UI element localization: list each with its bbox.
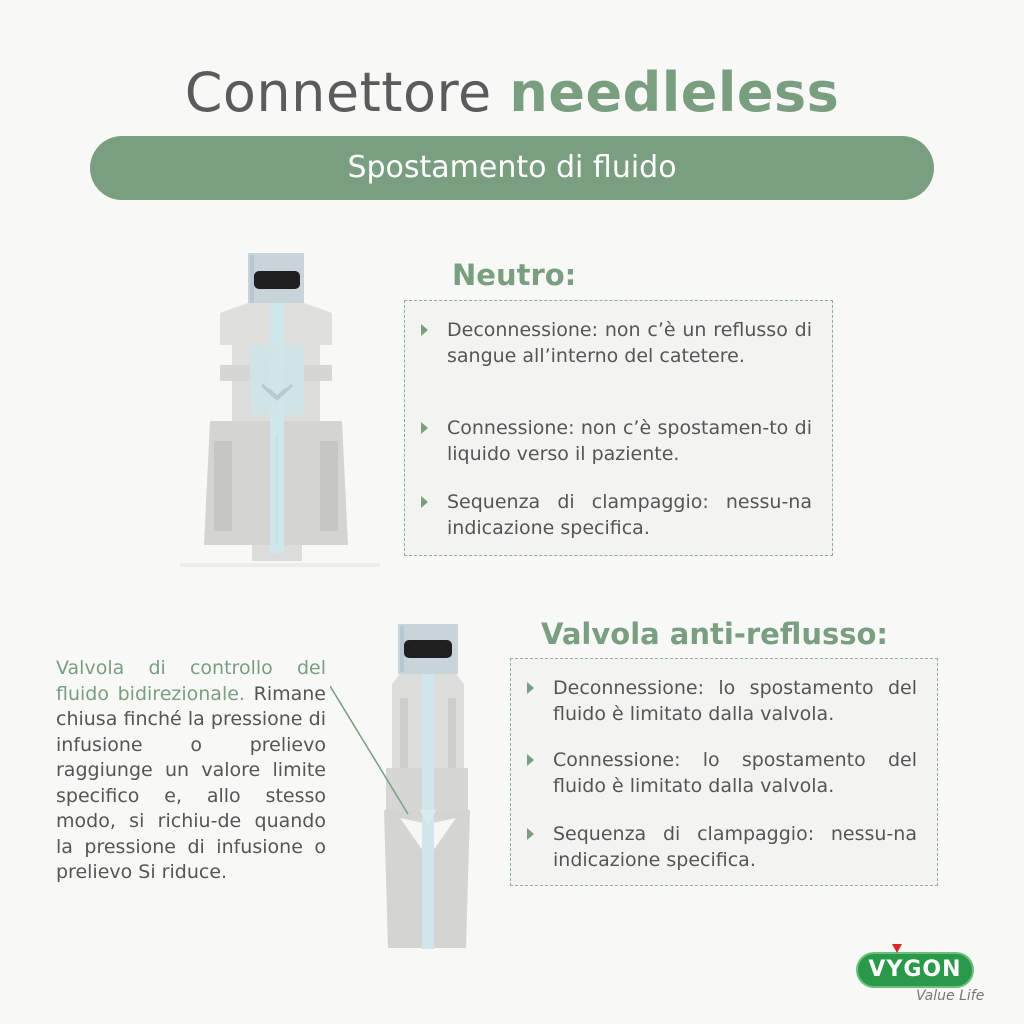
valvola-item-text: Deconnessione: lo spostamento del fluido è limitato dalla valvola. (553, 677, 917, 725)
logo-tagline: Value Life (916, 988, 985, 1004)
neutro-item-text: Connessione: non c’è spostamen-to di liquido verso il paziente. (447, 417, 812, 465)
valvola-item-2 (527, 747, 917, 799)
neutro-item-3 (421, 489, 812, 541)
neutro-item-text: Deconnessione: non c’è un reflusso di sangue all’interno del catetere. (447, 319, 812, 367)
valvola-item-1 (527, 675, 917, 727)
neutro-box (404, 300, 833, 556)
neutro-item-2 (421, 415, 812, 467)
page-title (0, 58, 1024, 128)
bullet-arrow-icon (421, 324, 428, 336)
bullet-arrow-icon (421, 496, 428, 508)
valvola-item-text: Connessione: lo spostamento del fluido è limitato dalla valvola. (553, 749, 917, 797)
neutral-connector-illustration (170, 245, 390, 570)
bullet-arrow-icon (527, 828, 534, 840)
subtitle-banner (90, 136, 934, 200)
neutro-item-text: Sequenza di clampaggio: nessu-na indicazione specifica. (447, 491, 812, 539)
logo-triangle-icon (892, 944, 902, 953)
valvola-title: Valvola anti-reflusso: (541, 617, 889, 651)
bullet-arrow-icon (527, 754, 534, 766)
bullet-arrow-icon (527, 682, 534, 694)
neutro-title: Neutro: (452, 258, 577, 292)
valvola-item-text: Sequenza di clampaggio: nessu-na indicazione specifica. (553, 823, 917, 871)
valvola-item-3 (527, 821, 917, 873)
vygon-logo (854, 944, 984, 1014)
logo-wordmark: VYGON (856, 952, 974, 988)
valvola-box (510, 658, 938, 886)
side-note (56, 656, 326, 886)
side-note-highlight: Valvola di controllo del fluido bidirezionale. (56, 657, 326, 705)
bullet-arrow-icon (421, 422, 428, 434)
valve-connector-illustration (330, 618, 490, 958)
neutro-item-1 (421, 317, 812, 369)
subtitle-text: Spostamento di fluido (347, 150, 677, 185)
title-regular: Connettore (184, 61, 492, 124)
side-note-body: Rimane chiusa finché la pressione di infusione o prelievo raggiunge un valore limite specifico e, allo stesso modo, si richiu-de quando la pressione di infusione o prelievo Si riduce. (56, 682, 326, 883)
title-bold: needleless (509, 61, 840, 124)
